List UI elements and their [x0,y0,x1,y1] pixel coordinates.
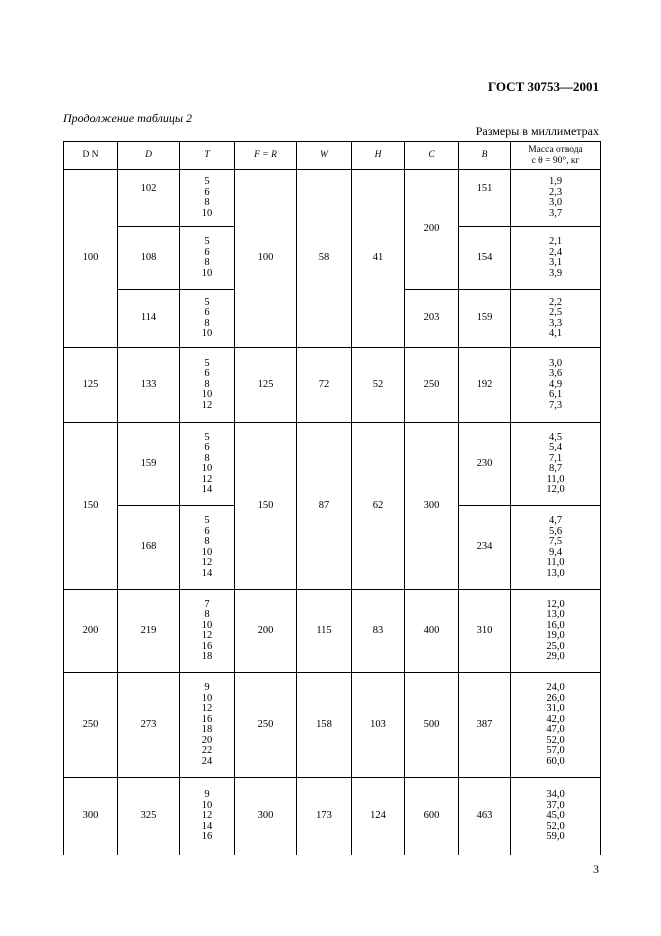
stack-value: 10 [201,328,213,339]
cell-h: 124 [352,778,405,855]
stack-value: 7,5 [548,536,563,547]
stack-value: 8,7 [548,463,563,474]
stack-value: 5 [204,236,210,247]
cell-t [180,348,235,423]
cell-d: 168 [118,506,180,590]
stack-value: 18 [201,724,213,735]
stack-value: 16 [201,831,213,842]
document-id: ГОСТ 30753—2001 [487,79,599,94]
cell-d: 133 [118,348,180,423]
col-d: D [118,142,180,170]
stack-value: 25,0 [546,640,565,652]
stack-value: 9 [204,682,210,693]
stack-value: 24 [201,755,213,767]
stack-value: 7,3 [548,399,563,411]
cell-c: 400 [405,590,459,673]
cell-d: 114 [118,290,180,348]
stack-value: 13,0 [546,567,565,579]
stack-value: 19,0 [546,630,565,641]
cell-b: 159 [459,290,511,348]
stack-value: 8 [204,536,210,547]
cell-mass [511,590,601,673]
stack-value: 8 [204,257,210,268]
stack-value: 13,0 [546,609,565,620]
stack-value: 10 [201,267,213,279]
stack-value: 45,0 [546,810,565,821]
cell-b: 154 [459,227,511,290]
stack-value: 12 [201,810,213,821]
stack-value: 8 [204,452,210,464]
stack-value: 2,1 [548,236,563,247]
cell-dn: 300 [64,778,118,855]
stack-value: 52,0 [546,820,565,832]
stack-value: 10 [201,389,213,401]
cell-c: 200 [405,170,459,290]
cell-c: 300 [405,423,459,590]
col-h: H [352,142,405,170]
stack-value: 34,0 [546,789,565,800]
cell-mass [511,778,601,855]
cell-t [180,290,235,348]
cell-mass [511,227,601,290]
cell-d: 325 [118,778,180,855]
stack-value: 47,0 [546,724,565,735]
stack-value: 37,0 [546,799,565,811]
cell-h: 103 [352,673,405,778]
stack-value: 4,7 [548,515,563,526]
col-t: T [180,142,235,170]
cell-b: 234 [459,506,511,590]
cell-t [180,170,235,227]
cell-b: 192 [459,348,511,423]
stack-value: 5 [204,431,210,443]
table-continuation-caption: Продолжение таблицы 2 [63,111,193,125]
stack-value: 6 [204,368,210,380]
stack-value: 6 [204,525,210,537]
stack-value: 5 [204,515,210,526]
cell-mass [511,170,601,227]
cell-mass [511,348,601,423]
cell-b: 151 [459,170,511,227]
cell-dn: 150 [64,423,118,590]
cell-d: 273 [118,673,180,778]
cell-c: 600 [405,778,459,855]
stack-value: 6,1 [548,389,563,401]
cell-mass [511,290,601,348]
stack-value: 59,0 [546,831,565,842]
stack-value: 4,9 [548,378,563,390]
cell-dn: 250 [64,673,118,778]
col-fr: F = R [235,142,297,170]
stack-value: 10 [201,546,213,558]
col-mass-line1: Масса отвода [528,145,583,155]
col-mass-line2: с θ = 90°, кг [531,155,580,166]
col-b: B [459,142,511,170]
cell-w: 173 [297,778,352,855]
cell-w: 115 [297,590,352,673]
stack-value: 5 [204,357,210,369]
stack-value: 6 [204,442,210,453]
cell-d: 159 [118,423,180,506]
page-number: 3 [593,862,599,876]
stack-value: 4,5 [548,431,563,443]
cell-d: 219 [118,590,180,673]
stack-value: 18 [201,651,213,662]
cell-c: 500 [405,673,459,778]
stack-value: 9 [204,789,210,800]
cell-dn: 200 [64,590,118,673]
cell-w: 87 [297,423,352,590]
stack-value: 29,0 [546,651,565,662]
cell-h: 41 [352,170,405,348]
cell-w: 72 [297,348,352,423]
stack-value: 8 [204,378,210,390]
cell-c: 203 [405,290,459,348]
stack-value: 8 [204,609,210,620]
col-dn: D N [64,142,118,170]
cell-fr: 200 [235,590,297,673]
stack-value: 12 [201,630,213,641]
cell-dn: 125 [64,348,118,423]
cell-b: 310 [459,590,511,673]
cell-mass [511,506,601,590]
stack-value: 60,0 [546,755,565,767]
stack-value: 1,9 [548,176,563,187]
stack-value: 12 [201,703,213,714]
stack-value: 10 [201,619,213,631]
stack-value: 3,1 [548,257,563,268]
stack-value: 10 [201,692,213,704]
stack-value: 16 [201,640,213,652]
cell-b: 230 [459,423,511,506]
cell-mass [511,423,601,506]
stack-value: 3,0 [548,197,563,208]
stack-value: 2,3 [548,186,563,198]
cell-b: 387 [459,673,511,778]
cell-fr: 300 [235,778,297,855]
stack-value: 57,0 [546,745,565,756]
stack-value: 7 [204,598,210,610]
stack-value: 11,0 [546,557,565,568]
cell-fr: 150 [235,423,297,590]
stack-value: 12 [201,473,213,485]
stack-value: 5 [204,176,210,187]
cell-mass [511,673,601,778]
stack-value: 7,1 [548,452,563,464]
stack-value: 14 [201,484,213,495]
cell-t [180,590,235,673]
cell-h: 52 [352,348,405,423]
stack-value: 5,4 [548,442,563,453]
cell-fr: 125 [235,348,297,423]
stack-value: 6 [204,307,210,318]
stack-value: 24,0 [546,682,565,693]
stack-value: 2,5 [548,307,563,318]
col-mass [511,142,601,170]
cell-h: 83 [352,590,405,673]
cell-b: 463 [459,778,511,855]
stack-value: 6 [204,246,210,258]
stack-value: 11,0 [546,473,565,485]
stack-value: 12 [201,399,213,411]
stack-value: 9,4 [548,546,563,558]
cell-d: 102 [118,170,180,227]
cell-fr: 100 [235,170,297,348]
stack-value: 12 [201,557,213,568]
stack-value: 10 [201,207,213,219]
stack-value: 8 [204,197,210,208]
stack-value: 2,4 [548,246,563,258]
stack-value: 3,3 [548,317,563,329]
stack-value: 12,0 [546,598,565,610]
col-c: C [405,142,459,170]
stack-value: 3,0 [548,357,563,369]
stack-value: 10 [201,463,213,474]
stack-value: 8 [204,317,210,329]
stack-value: 52,0 [546,734,565,746]
col-w: W [297,142,352,170]
stack-value: 20 [201,734,213,746]
stack-value: 6 [204,186,210,198]
stack-value: 31,0 [546,703,565,714]
stack-value: 42,0 [546,713,565,725]
stack-value: 3,9 [548,267,563,279]
cell-t [180,506,235,590]
stack-value: 5 [204,296,210,308]
dimensions-table [63,141,601,855]
stack-value: 16 [201,713,213,725]
stack-value: 10 [201,799,213,811]
stack-value: 12,0 [546,484,565,495]
stack-value: 5,6 [548,525,563,537]
stack-value: 14 [201,820,213,832]
cell-dn: 100 [64,170,118,348]
cell-t [180,227,235,290]
stack-value: 26,0 [546,692,565,704]
cell-t [180,673,235,778]
cell-h: 62 [352,423,405,590]
stack-value: 22 [201,745,213,756]
stack-value: 14 [201,567,213,579]
cell-d: 108 [118,227,180,290]
units-caption: Размеры в миллиметрах [475,124,599,138]
stack-value: 4,1 [548,328,563,339]
stack-value: 3,7 [548,207,563,219]
cell-t [180,423,235,506]
stack-value: 2,2 [548,296,563,308]
cell-fr: 250 [235,673,297,778]
stack-value: 16,0 [546,619,565,631]
cell-t [180,778,235,855]
cell-w: 58 [297,170,352,348]
stack-value: 3,6 [548,368,563,380]
cell-c: 250 [405,348,459,423]
cell-w: 158 [297,673,352,778]
